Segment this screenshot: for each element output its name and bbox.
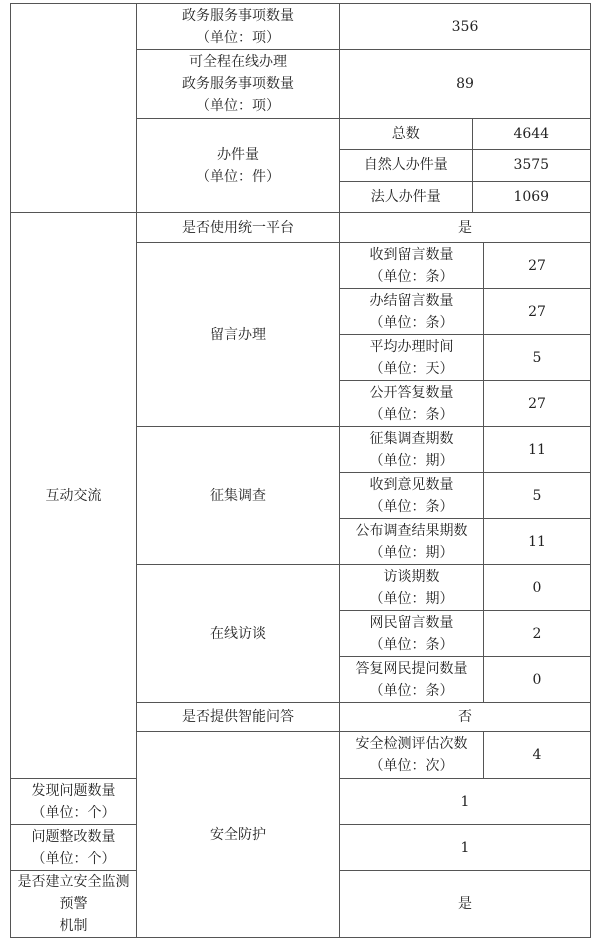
- service-items-value: 356: [340, 4, 591, 50]
- survey-results-label: 公布调查结果期数 （单位：期）: [340, 519, 484, 565]
- interview-messages-value: 2: [484, 611, 591, 657]
- volume-total-value: 4644: [472, 119, 590, 150]
- smart-qa-value: 否: [340, 703, 591, 732]
- interview-label: 在线访谈: [137, 565, 340, 703]
- issues-fixed-value: 1: [340, 825, 591, 871]
- online-items-label: 可全程在线办理 政务服务事项数量 （单位：项）: [137, 50, 340, 119]
- survey-opinions-label: 收到意见数量 （单位：条）: [340, 473, 484, 519]
- volume-natural-label: 自然人办件量: [340, 150, 472, 181]
- survey-periods-label: 征集调查期数 （单位：期）: [340, 427, 484, 473]
- security-assessment-label: 安全检测评估次数 （单位：次）: [340, 732, 484, 779]
- service-items-label: 政务服务事项数量 （单位：项）: [137, 4, 340, 50]
- issues-found-label: 发现问题数量 （单位：个）: [11, 779, 137, 825]
- survey-label: 征集调查: [137, 427, 340, 565]
- service-category-cell: [11, 4, 137, 213]
- interview-replies-value: 0: [484, 657, 591, 703]
- messages-received-value: 27: [484, 243, 591, 289]
- unified-platform-label: 是否使用统一平台: [137, 213, 340, 243]
- survey-periods-value: 11: [484, 427, 591, 473]
- messages-public-reply-value: 27: [484, 381, 591, 427]
- messages-closed-label: 办结留言数量 （单位：条）: [340, 289, 484, 335]
- survey-results-value: 11: [484, 519, 591, 565]
- messages-public-reply-label: 公开答复数量 （单位：条）: [340, 381, 484, 427]
- volume-legal-label: 法人办件量: [340, 181, 472, 212]
- survey-opinions-value: 5: [484, 473, 591, 519]
- messages-avg-time-label: 平均办理时间 （单位：天）: [340, 335, 484, 381]
- messages-closed-value: 27: [484, 289, 591, 335]
- messages-avg-time-value: 5: [484, 335, 591, 381]
- warning-mechanism-label: 是否建立安全监测预警 机制: [11, 871, 137, 938]
- security-category: 安全防护: [137, 732, 340, 938]
- messages-received-label: 收到留言数量 （单位：条）: [340, 243, 484, 289]
- unified-platform-value: 是: [340, 213, 591, 243]
- volume-label: 办件量 （单位：件）: [137, 119, 340, 213]
- issues-found-value: 1: [340, 779, 591, 825]
- volume-legal-value: 1069: [472, 181, 590, 212]
- interview-messages-label: 网民留言数量 （单位：条）: [340, 611, 484, 657]
- security-assessment-value: 4: [484, 732, 591, 779]
- interaction-category: 互动交流: [11, 213, 137, 779]
- interview-periods-value: 0: [484, 565, 591, 611]
- smart-qa-label: 是否提供智能问答: [137, 703, 340, 732]
- issues-fixed-label: 问题整改数量 （单位：个）: [11, 825, 137, 871]
- statistics-table: [10, 3, 591, 938]
- interview-periods-label: 访谈期数 （单位：期）: [340, 565, 484, 611]
- volume-natural-value: 3575: [472, 150, 590, 181]
- interview-replies-label: 答复网民提问数量 （单位：条）: [340, 657, 484, 703]
- messages-label: 留言办理: [137, 243, 340, 427]
- volume-total-label: 总数: [340, 119, 472, 150]
- warning-mechanism-value: 是: [340, 871, 591, 938]
- online-items-value: 89: [340, 50, 591, 119]
